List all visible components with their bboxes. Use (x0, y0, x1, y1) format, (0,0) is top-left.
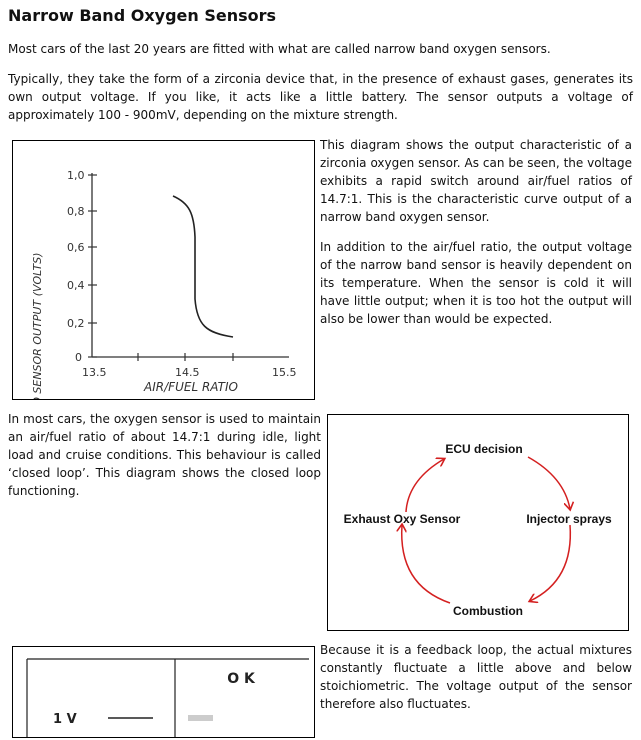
ecu-decision-label: ECU decision (445, 442, 523, 456)
closed-loop-svg (328, 415, 628, 630)
y-tick-label: 0 (75, 351, 82, 364)
closed-loop-paragraph: In most cars, the oxygen sensor is used to maintain an air/fuel ratio of about 14.7:1 during idle, light load and cruise conditions. This behaviour is called ‘closed loop’. This diagram shows the closed loop functioning. (8, 412, 321, 498)
temperature-paragraph: In addition to the air/fuel ratio, the output voltage of the narrow band sensor is heavily dependent on its temperature. When the sensor is cold it will have little output; when it is too hot the output will also be lower than would be expected. (320, 240, 632, 326)
y-tick-label: 1,0 (67, 169, 85, 182)
ok-label: O K (227, 671, 255, 687)
chart-x-axis-label: AIR/FUEL RATIO (144, 380, 238, 394)
zirconia-paragraph: Typically, they take the form of a zirconia device that, in the presence of exhaust gases, generates its own output voltage. If you like, it acts like a little battery. The sensor outputs a voltage of approximately 100 - 900mV, depending on the mixture strength. (8, 72, 633, 122)
arrow-sensor-to-ecu (406, 459, 444, 512)
diagram-paragraph: This diagram shows the output characteristic of a zirconia oxygen sensor. As can be seen, the voltage exhibits a rapid switch around air/fuel ratios of 14.7:1. This is the characteristic curve output of a narrow band oxygen sensor. (320, 138, 632, 224)
arrow-ecu-to-injector (528, 457, 570, 509)
closed-loop-diagram (327, 414, 629, 631)
x-tick-label: 15.5 (272, 366, 297, 379)
exhaust-oxy-sensor-label: Exhaust Oxy Sensor (343, 512, 461, 526)
sensor-output-chart-svg (13, 141, 314, 399)
sensor-curve (173, 196, 233, 337)
intro-paragraph: Most cars of the last 20 years are fitted with what are called narrow band oxygen sensors. (8, 42, 551, 56)
y-tick-label: 0,2 (67, 317, 85, 330)
x-tick-label: 14.5 (175, 366, 200, 379)
y-tick-label: 0,4 (67, 279, 85, 292)
chart-y-axis-label: HEGO SENSOR OUTPUT (VOLTS) (31, 252, 44, 399)
arrow-combustion-to-sensor (402, 525, 450, 603)
injector-sprays-label: Injector sprays (526, 512, 612, 526)
arrow-injector-to-combustion (530, 525, 570, 601)
y-tick-label: 0,8 (67, 205, 85, 218)
combustion-label: Combustion (453, 604, 523, 618)
y-tick-label: 0,6 (67, 241, 85, 254)
voltage-fluctuation-figure (12, 646, 315, 738)
volt-row-label: 1 V (53, 712, 77, 727)
x-tick-label: 13.5 (82, 366, 107, 379)
feedback-paragraph: Because it is a feedback loop, the actual mixtures constantly fluctuate a little above and below stoichiometric. The voltage output of the sensor therefore also fluctuates. (320, 643, 632, 711)
sensor-output-chart (12, 140, 315, 400)
voltage-fluctuation-svg (13, 647, 314, 737)
page-title: Narrow Band Oxygen Sensors (8, 6, 277, 25)
